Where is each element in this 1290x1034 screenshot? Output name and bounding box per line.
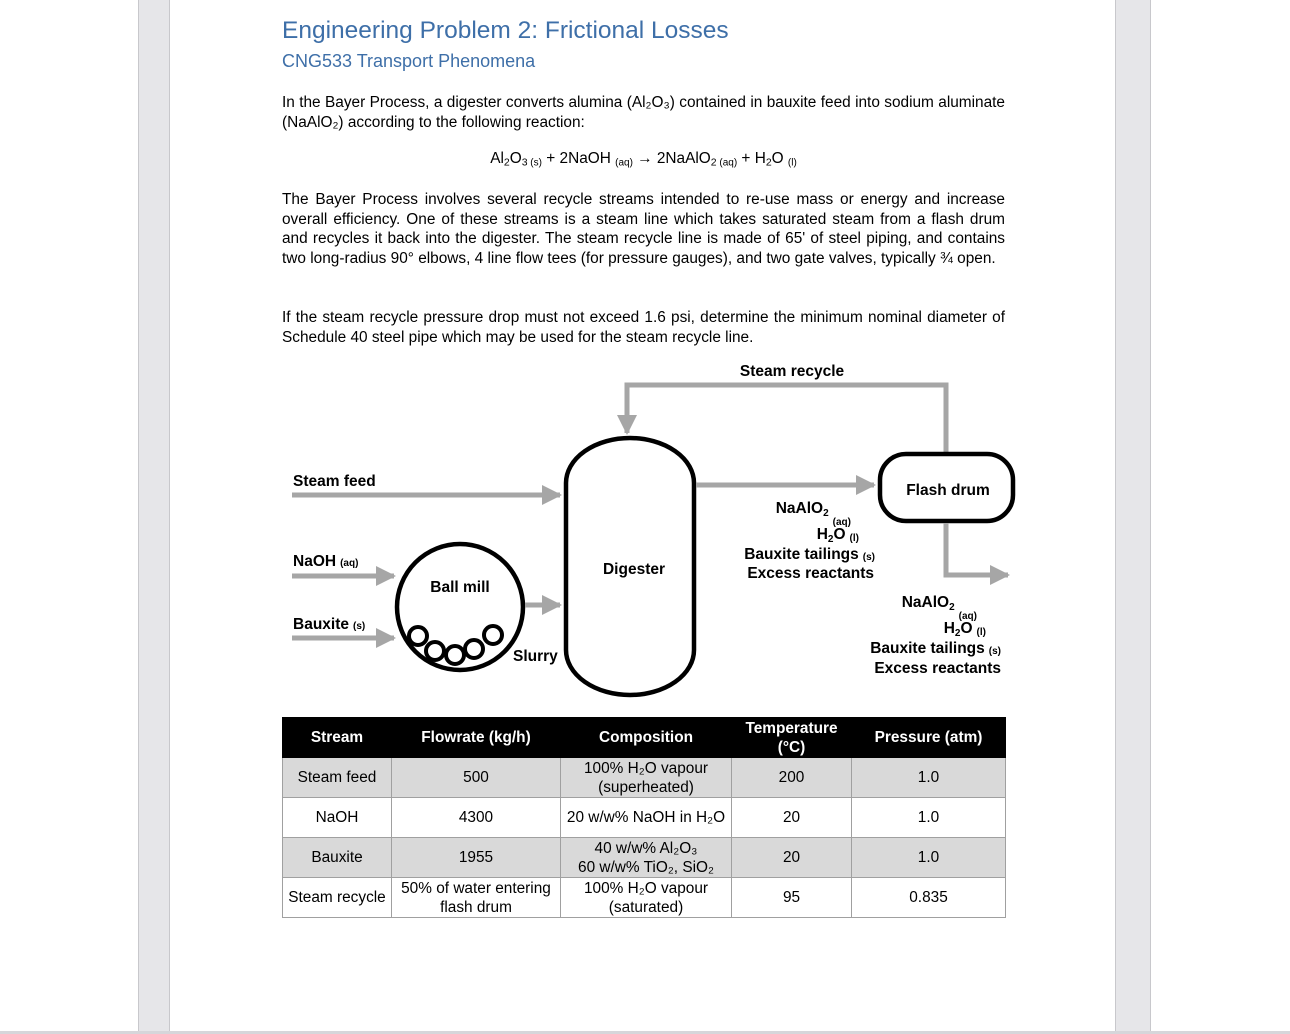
table-header-row [283, 718, 1006, 758]
cell-flowrate: 50% of water entering flash drum [392, 878, 561, 918]
digester-outlet-naalo2: $NaAlO2_{(aq)}$ [775, 500, 851, 528]
table-row [283, 758, 1006, 798]
page-title: Engineering Problem 2: Frictional Losses [282, 17, 729, 44]
flash-outlet-tailings: Bauxite tailings (s) [870, 640, 1001, 657]
process-description-paragraph: The Bayer Process involves several recycle streams intended to re-use mass or energy and increase overall efficiency. One of these streams is a steam line which takes saturated steam from a flash drum and recycles it back into the digester. The steam recycle line is made of 65' of steel piping, and contains two long-radius 90° elbows, 4 line flow tees (for pressure gauges), and two gate valves, typically ¾ open. [282, 191, 1005, 267]
page-gutter-left [138, 0, 170, 1034]
cell-stream: Steam feed [283, 758, 392, 798]
column-header-composition: Composition [561, 718, 732, 758]
page-subtitle: CNG533 Transport Phenomena [282, 51, 536, 71]
cell-temperature: 20 [732, 838, 852, 878]
cell-composition: 100% H₂O vapour (superheated) [561, 758, 732, 798]
flash-drum-label: Flash drum [906, 482, 990, 499]
steam-recycle-line [627, 385, 946, 453]
digester-outlet-tailings: Bauxite tailings (s) [744, 546, 875, 563]
cell-temperature: 95 [732, 878, 852, 918]
digester-label: Digester [602, 561, 666, 578]
digester-outlet-excess: Excess reactants [747, 565, 874, 582]
reaction-equation: $Al_2O_3$ $_{(s)}$ + 2NaOH $_{(aq)}$ → 2NaAlO$_2$ $_{(aq)} + H_2O$ $_{(l)}$ [490, 150, 797, 169]
table-row [283, 878, 1006, 918]
flash-outlet-water: H2O (l) [943, 620, 986, 639]
cell-stream: Steam recycle [283, 878, 392, 918]
cell-composition [561, 838, 732, 878]
cell-pressure: 0.835 [852, 878, 1006, 918]
naoh-label: NaOH (aq) [293, 553, 359, 570]
ball-mill-label: Ball mill [430, 579, 490, 596]
cell-flowrate: 500 [392, 758, 561, 798]
cell-composition: 20 w/w% NaOH in H₂O [561, 798, 732, 838]
cell-stream: NaOH [283, 798, 392, 838]
flash-drum-outlet-arrow [946, 523, 1008, 575]
column-header-flowrate: Flowrate (kg/h) [392, 718, 561, 758]
table-row [283, 838, 1006, 878]
page-gutter-right [1115, 0, 1151, 1034]
cell-temperature: 20 [732, 798, 852, 838]
composition-line: 40 w/w% Al₂O₃ [594, 839, 698, 857]
cell-temperature: 200 [732, 758, 852, 798]
column-header-pressure: Pressure (atm) [852, 718, 1006, 758]
bauxite-label: Bauxite (s) [293, 616, 366, 633]
cell-pressure: 1.0 [852, 838, 1006, 878]
cell-pressure: 1.0 [852, 798, 1006, 838]
problem-statement-paragraph: If the steam recycle pressure drop must not exceed 1.6 psi, determine the minimum nominal diameter of Schedule 40 steel pipe which may be used for the steam recycle line. [282, 309, 1005, 346]
composition-line: 60 w/w% TiO₂, SiO₂ [578, 858, 714, 876]
intro-paragraph: In the Bayer Process, a digester converts alumina (Al₂O₃) contained in bauxite feed into sodium aluminate (NaAlO₂) according to the following reaction: [282, 94, 1005, 131]
cell-composition: 100% H₂O vapour (saturated) [561, 878, 732, 918]
column-header-stream: Stream [283, 718, 392, 758]
slurry-label: Slurry [513, 648, 558, 665]
flash-outlet-naalo2: $NaAlO2_{(aq)}$ [901, 594, 977, 622]
cell-pressure: 1.0 [852, 758, 1006, 798]
cell-flowrate: 4300 [392, 798, 561, 838]
ball-mill-vessel [397, 544, 523, 670]
table-row [283, 798, 1006, 838]
stream-data-table [282, 717, 1006, 918]
cell-flowrate: 1955 [392, 838, 561, 878]
flash-outlet-excess: Excess reactants [874, 660, 1001, 677]
steam-feed-label: Steam feed [293, 473, 376, 490]
steam-recycle-label: Steam recycle [739, 363, 845, 380]
cell-stream: Bauxite [283, 838, 392, 878]
column-header-temperature: Temperature (°C) [732, 718, 852, 758]
digester-outlet-water: H2O (l) [816, 526, 859, 545]
process-flow-diagram [282, 355, 1022, 705]
